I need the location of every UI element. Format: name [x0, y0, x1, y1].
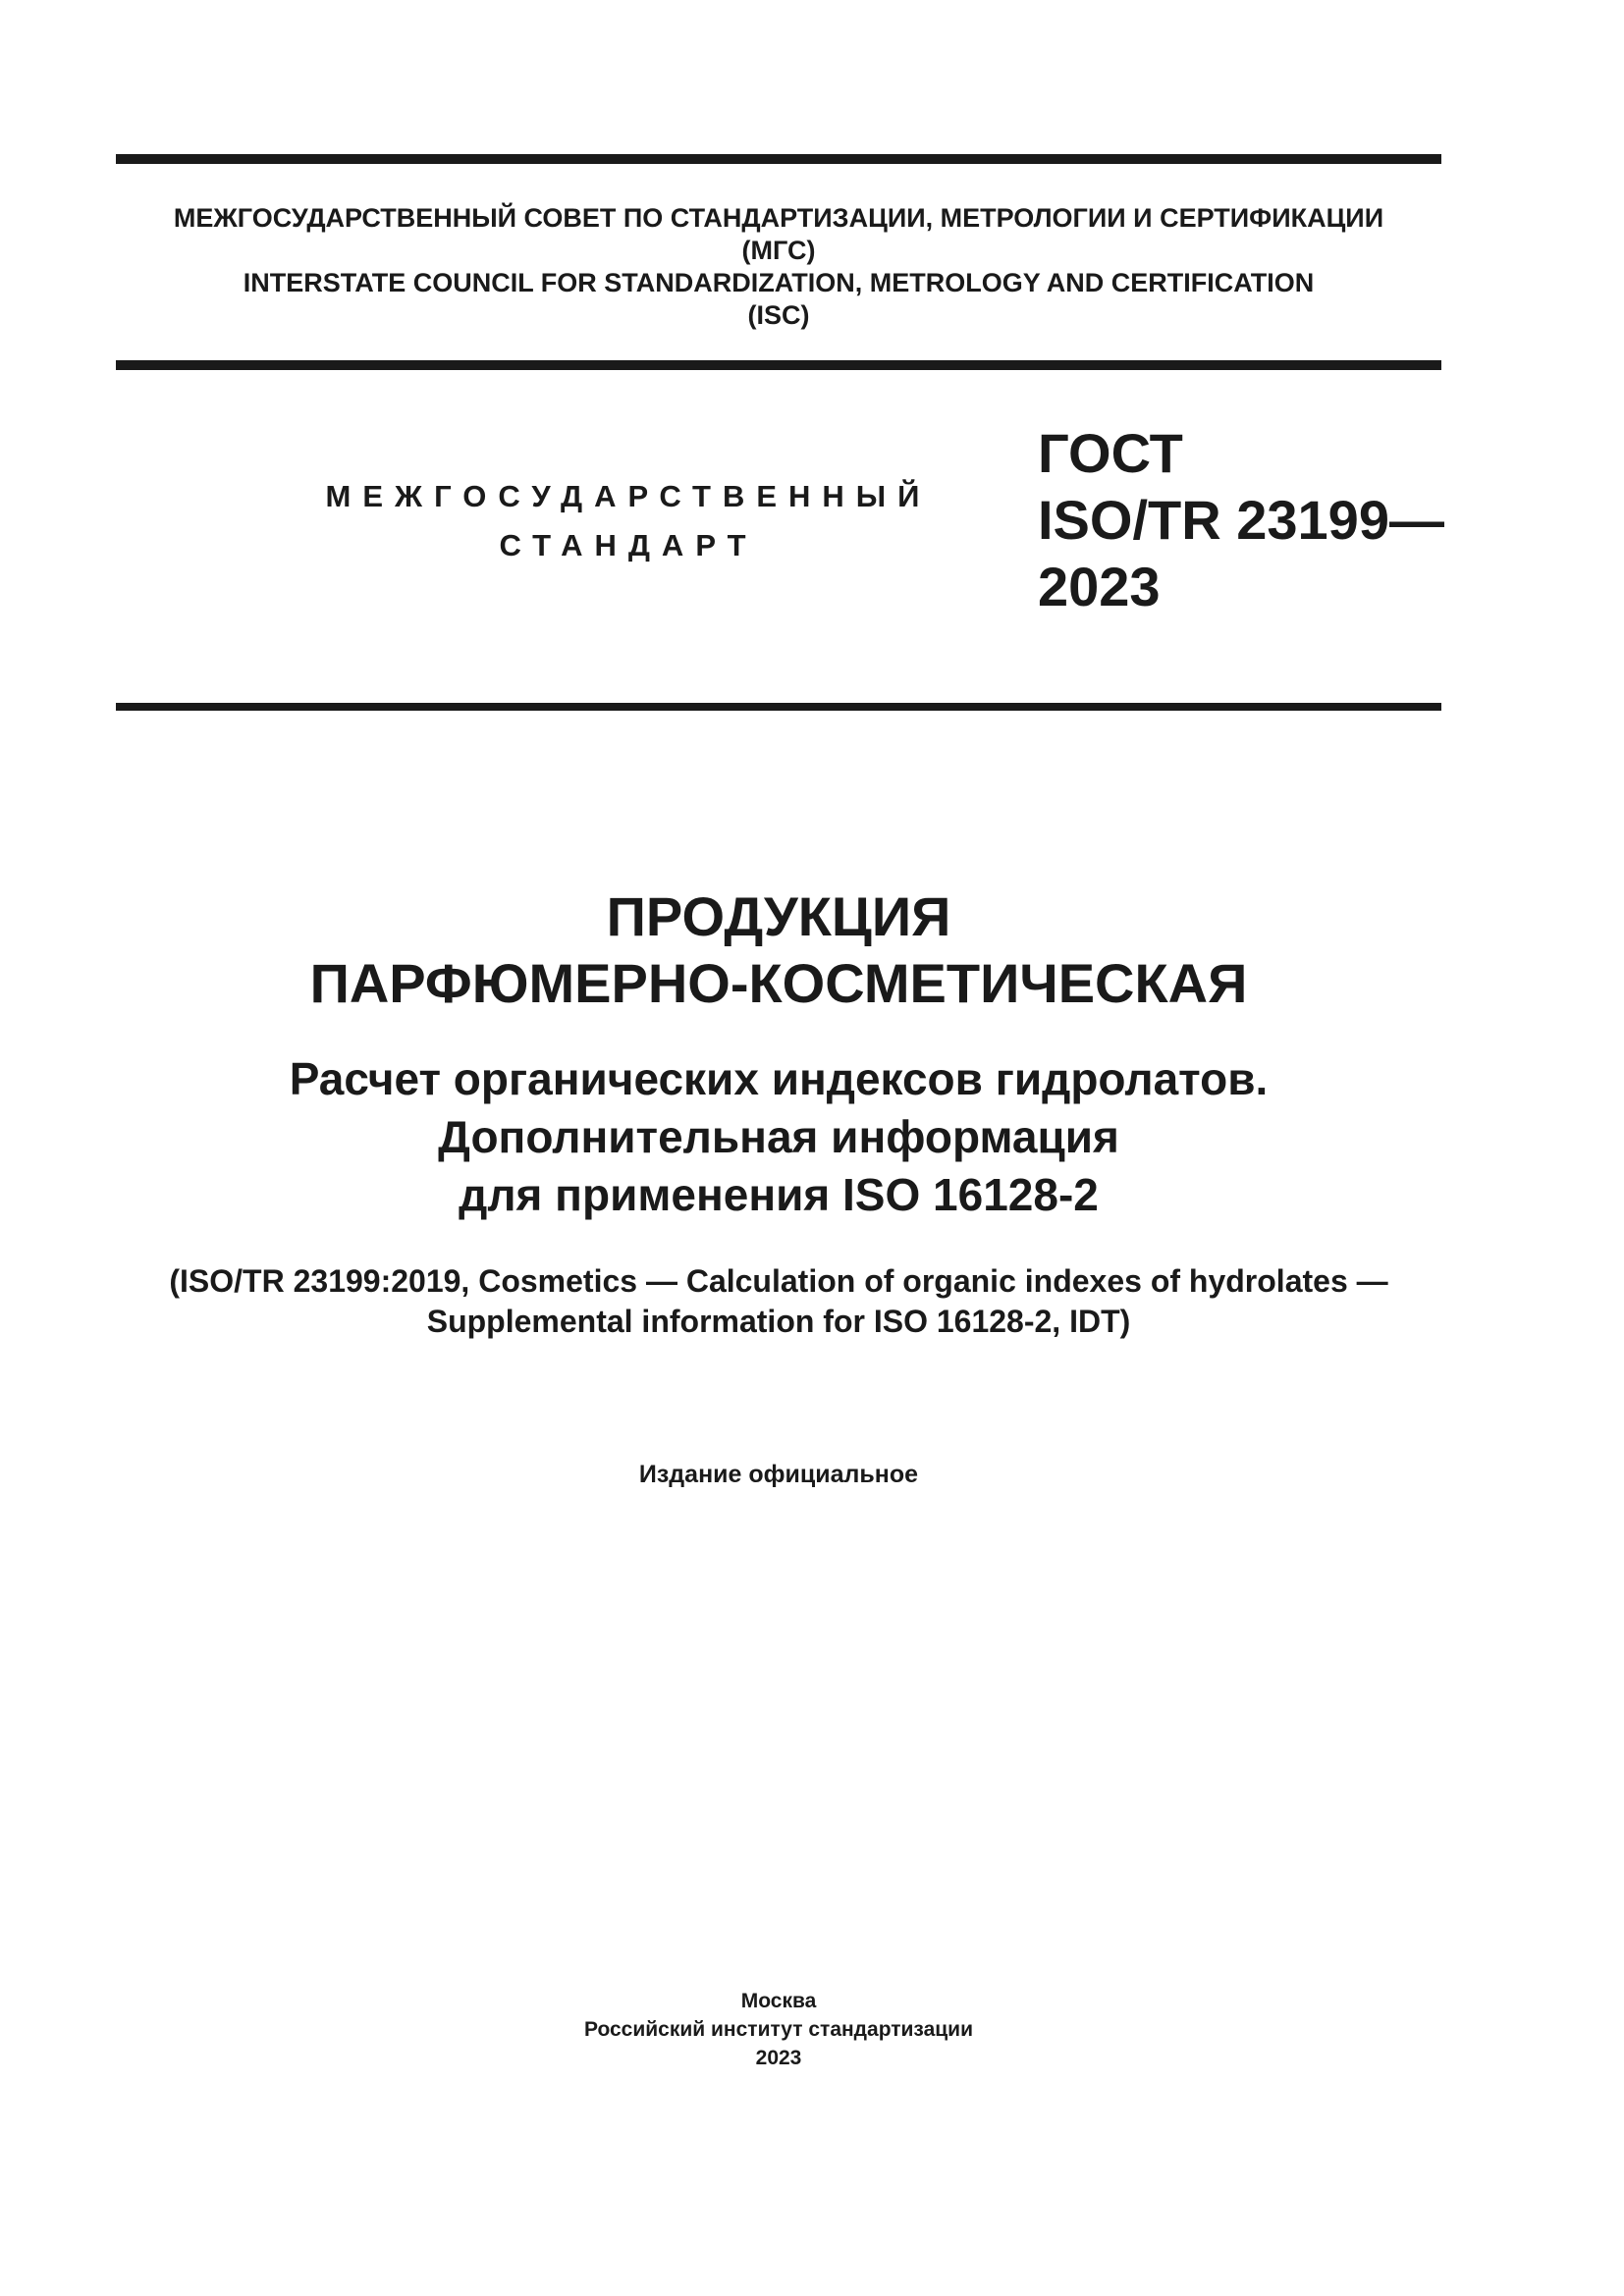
- imprint: [116, 1987, 1441, 2072]
- imprint-publisher: Российский институт стандартизации: [583, 2018, 974, 2041]
- designation-line-3: 2023: [1038, 556, 1161, 617]
- standard-type-line-1: МЕЖГОСУДАРСТВЕННЫЙ: [325, 479, 932, 513]
- standard-designation: [1038, 420, 1444, 620]
- title-sub-line-1: Расчет органических индексов гидролатов.: [289, 1053, 1269, 1104]
- title-sub-line-2: Дополнительная информация: [438, 1111, 1119, 1162]
- document-title: [116, 883, 1441, 1017]
- council-header: [116, 202, 1441, 332]
- council-ru-name: МЕЖГОСУДАРСТВЕННЫЙ СОВЕТ ПО СТАНДАРТИЗАЦИИ, МЕТРОЛОГИИ И СЕРТИФИКАЦИИ: [173, 203, 1384, 233]
- council-ru-abbr: (МГС): [741, 236, 816, 265]
- edition-note: Издание официальное: [638, 1461, 919, 1488]
- document-subtitle: [116, 1050, 1441, 1224]
- original-title-line-1: (ISO/TR 23199:2019, Cosmetics — Calculation of organic indexes of hydrolates —: [169, 1263, 1388, 1299]
- bottom-divider: [116, 703, 1441, 711]
- middle-divider: [116, 360, 1441, 370]
- designation-line-2: ISO/TR 23199—: [1038, 489, 1444, 551]
- designation-line-1: ГОСТ: [1038, 422, 1183, 484]
- imprint-city: Москва: [740, 1990, 817, 2012]
- council-en-abbr: (ISC): [747, 300, 810, 330]
- original-title-line-2: Supplemental information for ISO 16128-2, IDT): [426, 1304, 1131, 1339]
- original-title: [116, 1261, 1441, 1342]
- top-divider: [116, 154, 1441, 164]
- standard-type-line-2: СТАНДАРТ: [499, 528, 758, 562]
- title-sub-line-3: для применения ISO 16128-2: [459, 1169, 1099, 1220]
- imprint-year: 2023: [755, 2047, 802, 2069]
- title-main-line-2: ПАРФЮМЕРНО-КОСМЕТИЧЕСКАЯ: [309, 952, 1248, 1014]
- council-en-name: INTERSTATE COUNCIL FOR STANDARDIZATION, METROLOGY AND CERTIFICATION: [243, 268, 1315, 297]
- title-main-line-1: ПРОДУКЦИЯ: [606, 885, 951, 947]
